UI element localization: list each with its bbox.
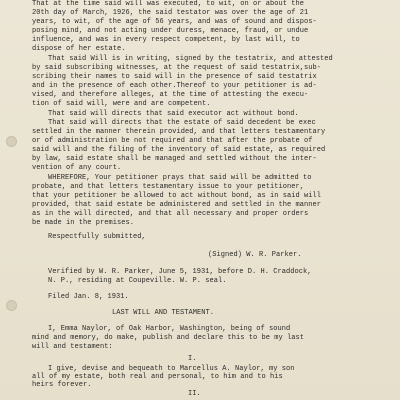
text-line: That said Will is in writing, signed by the testatrix, and attested — [48, 55, 333, 63]
will-intro-line: will and testament: — [32, 343, 113, 351]
text-line: dispose of her estate. — [32, 45, 126, 53]
bequest-line: heirs forever. — [32, 381, 92, 389]
text-line: scribing their names to said will in the presence of said testatrix — [32, 73, 317, 81]
text-line: provided, that said estate be administered and settled in the manner — [32, 201, 322, 209]
text-line: by law, said estate shall be managed and settled without the inter- — [32, 155, 317, 163]
text-line: vention of any court. — [32, 164, 122, 172]
text-line: be made in the premises. — [32, 219, 135, 227]
section-numeral-2: II. — [188, 390, 201, 398]
bequest-line: I give, devise and bequeath to Marcellus A. Naylor, my son — [48, 365, 295, 373]
text-line: settled in the manner therein provided, and that letters testamentary — [32, 128, 326, 136]
text-line: by said subscribing witnesses, at the request of said testatrix,sub- — [32, 64, 322, 72]
text-line: That at the time said will was executed, to wit, on or about the — [32, 0, 305, 8]
text-line: influence, and was in every respect competent, by last will, to — [32, 36, 300, 44]
will-heading: LAST WILL AND TESTAMENT. — [112, 309, 215, 317]
will-intro-line: I, Emma Naylor, of Oak Harbor, Washington, being of sound — [48, 325, 291, 333]
verification-line: Verified by W. R. Parker, June 5, 1931, before D. H. Craddock, — [48, 268, 312, 276]
text-line: or of administration be not required and that after the probate of — [32, 137, 313, 145]
text-line: and in the presence of each other.Thereof to your petitioner is ad- — [32, 82, 317, 90]
text-line: tion of said will, were and are competent. — [32, 100, 211, 108]
text-line: WHEREFORE, Your petitioner prays that said will be admitted to — [48, 174, 312, 182]
text-line: That said will directs that said executor act without bond. — [48, 110, 299, 118]
filed-date: Filed Jan. 8, 1931. — [48, 293, 129, 301]
binder-hole — [6, 136, 17, 147]
will-intro-line: mind and memory, do make, publish and declare this to be my last — [32, 334, 305, 342]
binder-hole — [6, 300, 17, 311]
signature-line: (Signed) W. R. Parker. — [208, 251, 302, 259]
text-line: posing mind, and not acting under duress, menace, fraud, or undue — [32, 27, 309, 35]
text-line: That said will directs that the estate of said decedent be exec — [48, 119, 316, 127]
text-line: probate, and that letters testamentary issue to your petitioner, — [32, 183, 305, 191]
bequest-line: all of my estate, both real and personal, to him and to his — [32, 373, 283, 381]
text-line: said will and the filing of the inventory of said estate, as required — [32, 146, 326, 154]
text-line: that your petitioner be allowed to act without bond, as in said will — [32, 192, 322, 200]
text-line: as in the will directed, and that all necessary and proper orders — [32, 210, 309, 218]
verification-line: N. P., residing at Coupeville. W. P. seal. — [48, 277, 227, 285]
text-line: 20th day of March, 1926, the said testator was over the age of 21 — [32, 9, 309, 17]
respectfully-submitted: Respectfully submitted, — [48, 233, 146, 241]
section-numeral-1: I. — [188, 355, 197, 363]
text-line: years, to wit, of the age of 56 years, and was of sound and dispos- — [32, 18, 317, 26]
text-line: vised, and therefore alleges, at the time of attesting the execu- — [32, 91, 309, 99]
